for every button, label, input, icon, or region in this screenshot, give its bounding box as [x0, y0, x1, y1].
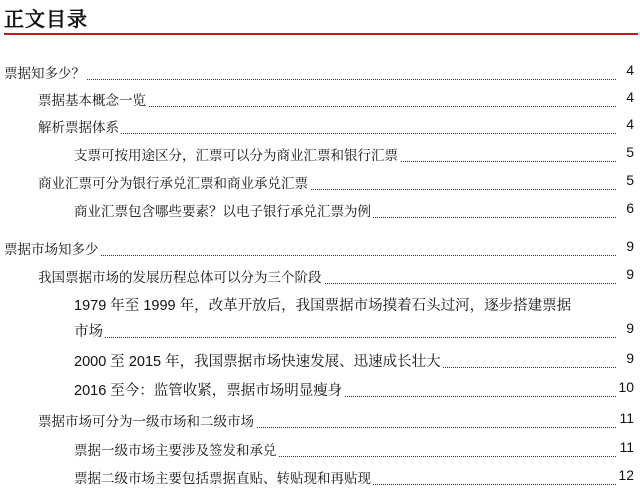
toc-entry-label: 票据市场可分为一级市场和二级市场: [38, 410, 256, 430]
toc-entry[interactable]: [0, 238, 634, 264]
toc-entry-page: 4: [623, 116, 634, 132]
toc-entry[interactable]: [0, 410, 634, 436]
toc-entry-page: 5: [623, 172, 634, 188]
toc-entry-label: 票据知多少？: [4, 62, 87, 82]
toc-entry-label: 2000 至 2015 年，我国票据市场快速发展、迅速成长壮大: [74, 350, 443, 371]
toc-entry-page: 6: [623, 200, 634, 216]
toc-entry-label-continued: 市场: [74, 320, 105, 341]
toc-entry[interactable]: [0, 144, 634, 170]
toc-entry-page: 5: [623, 144, 634, 160]
toc-entry-label: 商业汇票包含哪些要素？以电子银行承兑汇票为例: [74, 200, 373, 220]
toc-entry[interactable]: [0, 467, 634, 493]
toc-entry[interactable]: [0, 200, 634, 226]
toc-entry-label: 我国票据市场的发展历程总体可以分为三个阶段: [38, 266, 324, 286]
toc-entry-label: 票据一级市场主要涉及签发和承兑: [74, 439, 279, 459]
toc-title: 正文目录: [4, 7, 88, 31]
dot-leader: [38, 133, 616, 134]
toc-entry[interactable]: [0, 62, 634, 88]
toc-entry-label: 1979 年至 1999 年，改革开放后，我国票据市场摸着石头过河，逐步搭建票据: [74, 294, 573, 315]
toc-entry[interactable]: [0, 266, 634, 292]
toc-entry-label: 票据市场知多少: [4, 238, 101, 258]
toc-entry-page: 4: [623, 62, 634, 78]
toc-entry-label: 票据二级市场主要包括票据直贴、转贴现和再贴现: [74, 467, 373, 487]
toc-entry-page: 11: [616, 439, 634, 455]
toc-entry[interactable]: [0, 294, 634, 346]
toc-entry-page: 9: [623, 350, 634, 366]
toc-entry-label: 支票可按用途区分，汇票可以分为商业汇票和银行汇票: [74, 144, 400, 164]
dot-leader: [4, 79, 616, 80]
dot-leader: [74, 337, 616, 338]
toc-entry-page: 11: [616, 410, 634, 426]
toc-entry-page: 4: [623, 89, 634, 105]
toc-entry[interactable]: [0, 379, 634, 405]
toc-entry-page: 9: [623, 238, 634, 254]
toc-entry-label: 商业汇票可分为银行承兑汇票和商业承兑汇票: [38, 172, 310, 192]
toc-entry-page: 10: [615, 379, 634, 395]
toc-entry[interactable]: [0, 172, 634, 198]
toc-entry-label: 2016 至今：监管收紧，票据市场明显瘦身: [74, 379, 344, 400]
toc-entry-label: 解析票据体系: [38, 116, 121, 136]
toc-entry[interactable]: [0, 439, 634, 465]
toc-entry[interactable]: [0, 89, 634, 115]
toc-entry[interactable]: [0, 116, 634, 142]
toc-entry[interactable]: [0, 350, 634, 376]
toc-entry-label: 票据基本概念一览: [38, 89, 148, 109]
toc-entry-page: 9: [623, 266, 634, 282]
toc-entry-page: 12: [615, 467, 634, 483]
toc-entry-page: 9: [623, 320, 634, 336]
